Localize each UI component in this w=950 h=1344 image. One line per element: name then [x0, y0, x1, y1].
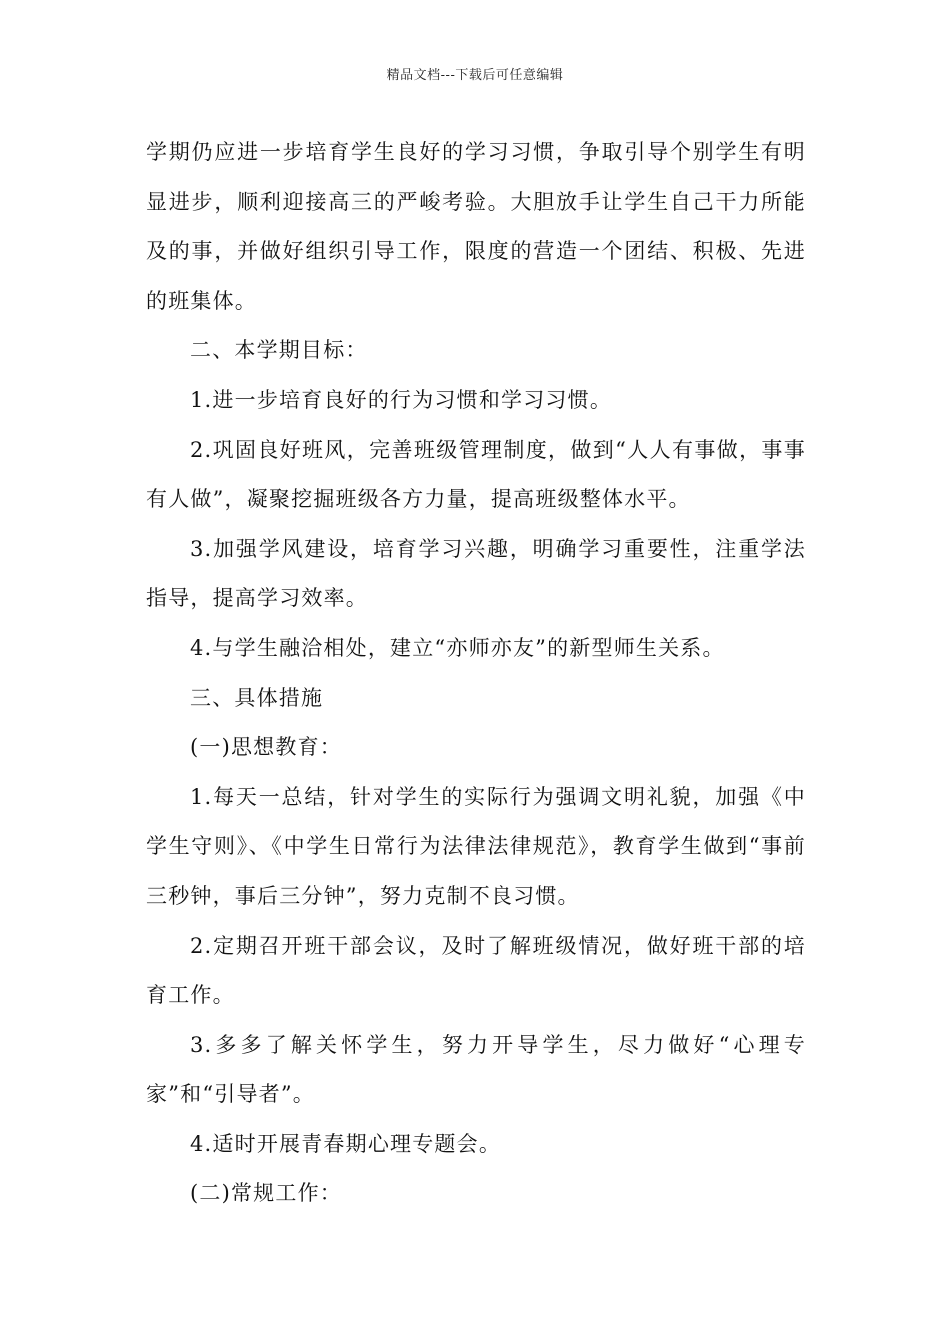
subsection-heading-ideology: (一)思想教育：	[190, 735, 342, 760]
goal-item-4: 4.与学生融洽相处，建立“亦师亦友”的新型师生关系。	[190, 635, 725, 660]
document-body	[146, 128, 806, 1219]
ideology-item-1: 1.每天一总结，针对学生的实际行为强调文明礼貌，加强《中学生守则》、《中学生日常行为法律法律规范》，教育学生做到“事前三秒钟，事后三分钟”，努力克制不良习惯。	[146, 784, 806, 908]
ideology-item-2: 2.定期召开班干部会议，及时了解班级情况，做好班干部的培育工作。	[146, 933, 806, 1008]
goal-item-2: 2.巩固良好班风，完善班级管理制度，做到“人人有事做，事事有人做”，凝聚挖掘班级各方力量，提高班级整体水平。	[146, 437, 806, 512]
goal-item-1: 1.进一步培育良好的行为习惯和学习习惯。	[190, 387, 613, 412]
goal-item-3: 3.加强学风建设，培育学习兴趣，明确学习重要性，注重学法指导，提高学习效率。	[146, 536, 806, 611]
page-header: 精品文档---下载后可任意编辑	[386, 68, 564, 83]
subsection-heading-routine: (二)常规工作：	[190, 1181, 342, 1206]
section-heading-measures: 三、具体措施	[190, 685, 324, 710]
section-heading-goals: 二、本学期目标：	[190, 338, 368, 363]
ideology-item-4: 4.适时开展青春期心理专题会。	[190, 1131, 502, 1156]
paragraph-intro-continued: 学期仍应进一步培育学生良好的学习习惯，争取引导个别学生有明显进步，顺利迎接高三的严峻考验。大胆放手让学生自己干力所能及的事，并做好组织引导工作，限度的营造一个团结、积极、先进的班集体。	[146, 140, 806, 313]
ideology-item-3: 3.多多了解关怀学生，努力开导学生，尽力做好“心理专家”和“引导者”。	[146, 1032, 806, 1107]
